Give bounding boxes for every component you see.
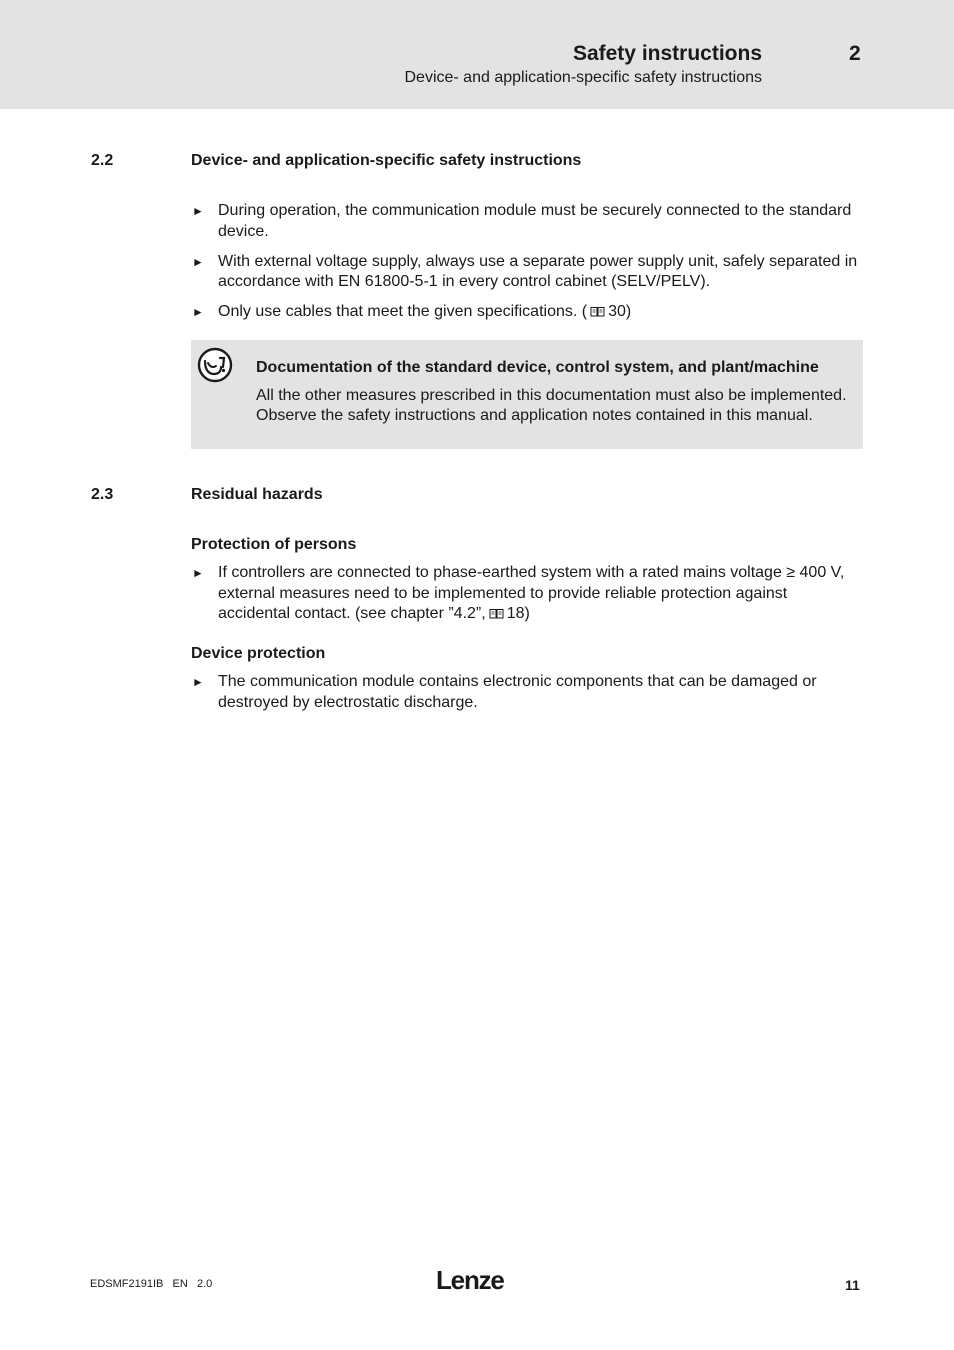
bullet-text-end: ): [625, 303, 632, 320]
note-text: All the other measures prescribed in this documentation must also be implemented. Observe the safety instructions and application notes contained in this manual.: [256, 387, 847, 424]
book-reference-icon: [590, 306, 605, 317]
footer-doc-id: EDSMF2191IB: [90, 1278, 164, 1290]
bullet-text: If controllers are connected to phase-earthed system with a rated mains voltage ≥ 400 V, external measures need to be implemented to provide reliable protection against accidental contact. (see chapter ”4.2”,: [218, 564, 845, 622]
list-item: [191, 563, 861, 625]
device-protection-list: [191, 672, 861, 723]
section-2-3-number: 2.3: [91, 486, 114, 503]
footer-document-code: [90, 1278, 212, 1290]
bullet-arrow-icon: ►: [192, 204, 204, 218]
section-2-3-title: Residual hazards: [191, 486, 323, 503]
page-header: [0, 0, 954, 109]
list-item: [191, 672, 861, 713]
bullet-text: The communication module contains electronic components that can be damaged or destroyed by electrostatic discharge.: [218, 673, 817, 711]
bullet-arrow-icon: ►: [192, 566, 204, 580]
page-number: 11: [845, 1277, 860, 1293]
note-hand-icon: [197, 347, 233, 383]
lenze-logo-text: Lenze: [436, 1266, 504, 1294]
footer-version: 2.0: [197, 1278, 213, 1290]
page-reference-link[interactable]: 18: [506, 605, 525, 622]
bullet-text-end: ): [524, 605, 530, 622]
section-2-2-number: 2.2: [91, 152, 114, 169]
header-title: Safety instructions: [572, 42, 762, 65]
bullet-text: During operation, the communication module must be securely connected to the standard device.: [218, 202, 852, 240]
bullet-text: Only use cables that meet the given specifications. (: [218, 303, 588, 320]
note-box: [191, 340, 863, 449]
header-chapter-number: 2: [849, 42, 861, 65]
bullet-arrow-icon: ►: [192, 675, 204, 689]
book-reference-icon: [489, 608, 504, 619]
bullet-arrow-icon: ►: [192, 305, 204, 319]
note-title: Documentation of the standard device, control system, and plant/machine: [256, 359, 819, 376]
section-2-2-bullet-list: [191, 201, 861, 332]
list-item: [191, 302, 861, 323]
page-reference-link[interactable]: 30: [608, 303, 626, 320]
lenze-logo: [436, 1266, 516, 1294]
list-item: [191, 201, 861, 242]
bullet-arrow-icon: ►: [192, 254, 204, 269]
list-item: [191, 252, 861, 293]
footer-language: EN: [172, 1278, 188, 1290]
header-subtitle: Device- and application-specific safety instructions: [404, 69, 762, 86]
device-protection-heading: Device protection: [191, 645, 326, 662]
protection-of-persons-list: [191, 563, 861, 634]
protection-of-persons-heading: Protection of persons: [191, 536, 357, 553]
bullet-text: With external voltage supply, always use a separate power supply unit, safely separated in accordance with EN 61800-5-1 in every control cabinet (SELV/PELV).: [218, 252, 858, 290]
section-2-2-title: Device- and application-specific safety instructions: [191, 152, 582, 169]
